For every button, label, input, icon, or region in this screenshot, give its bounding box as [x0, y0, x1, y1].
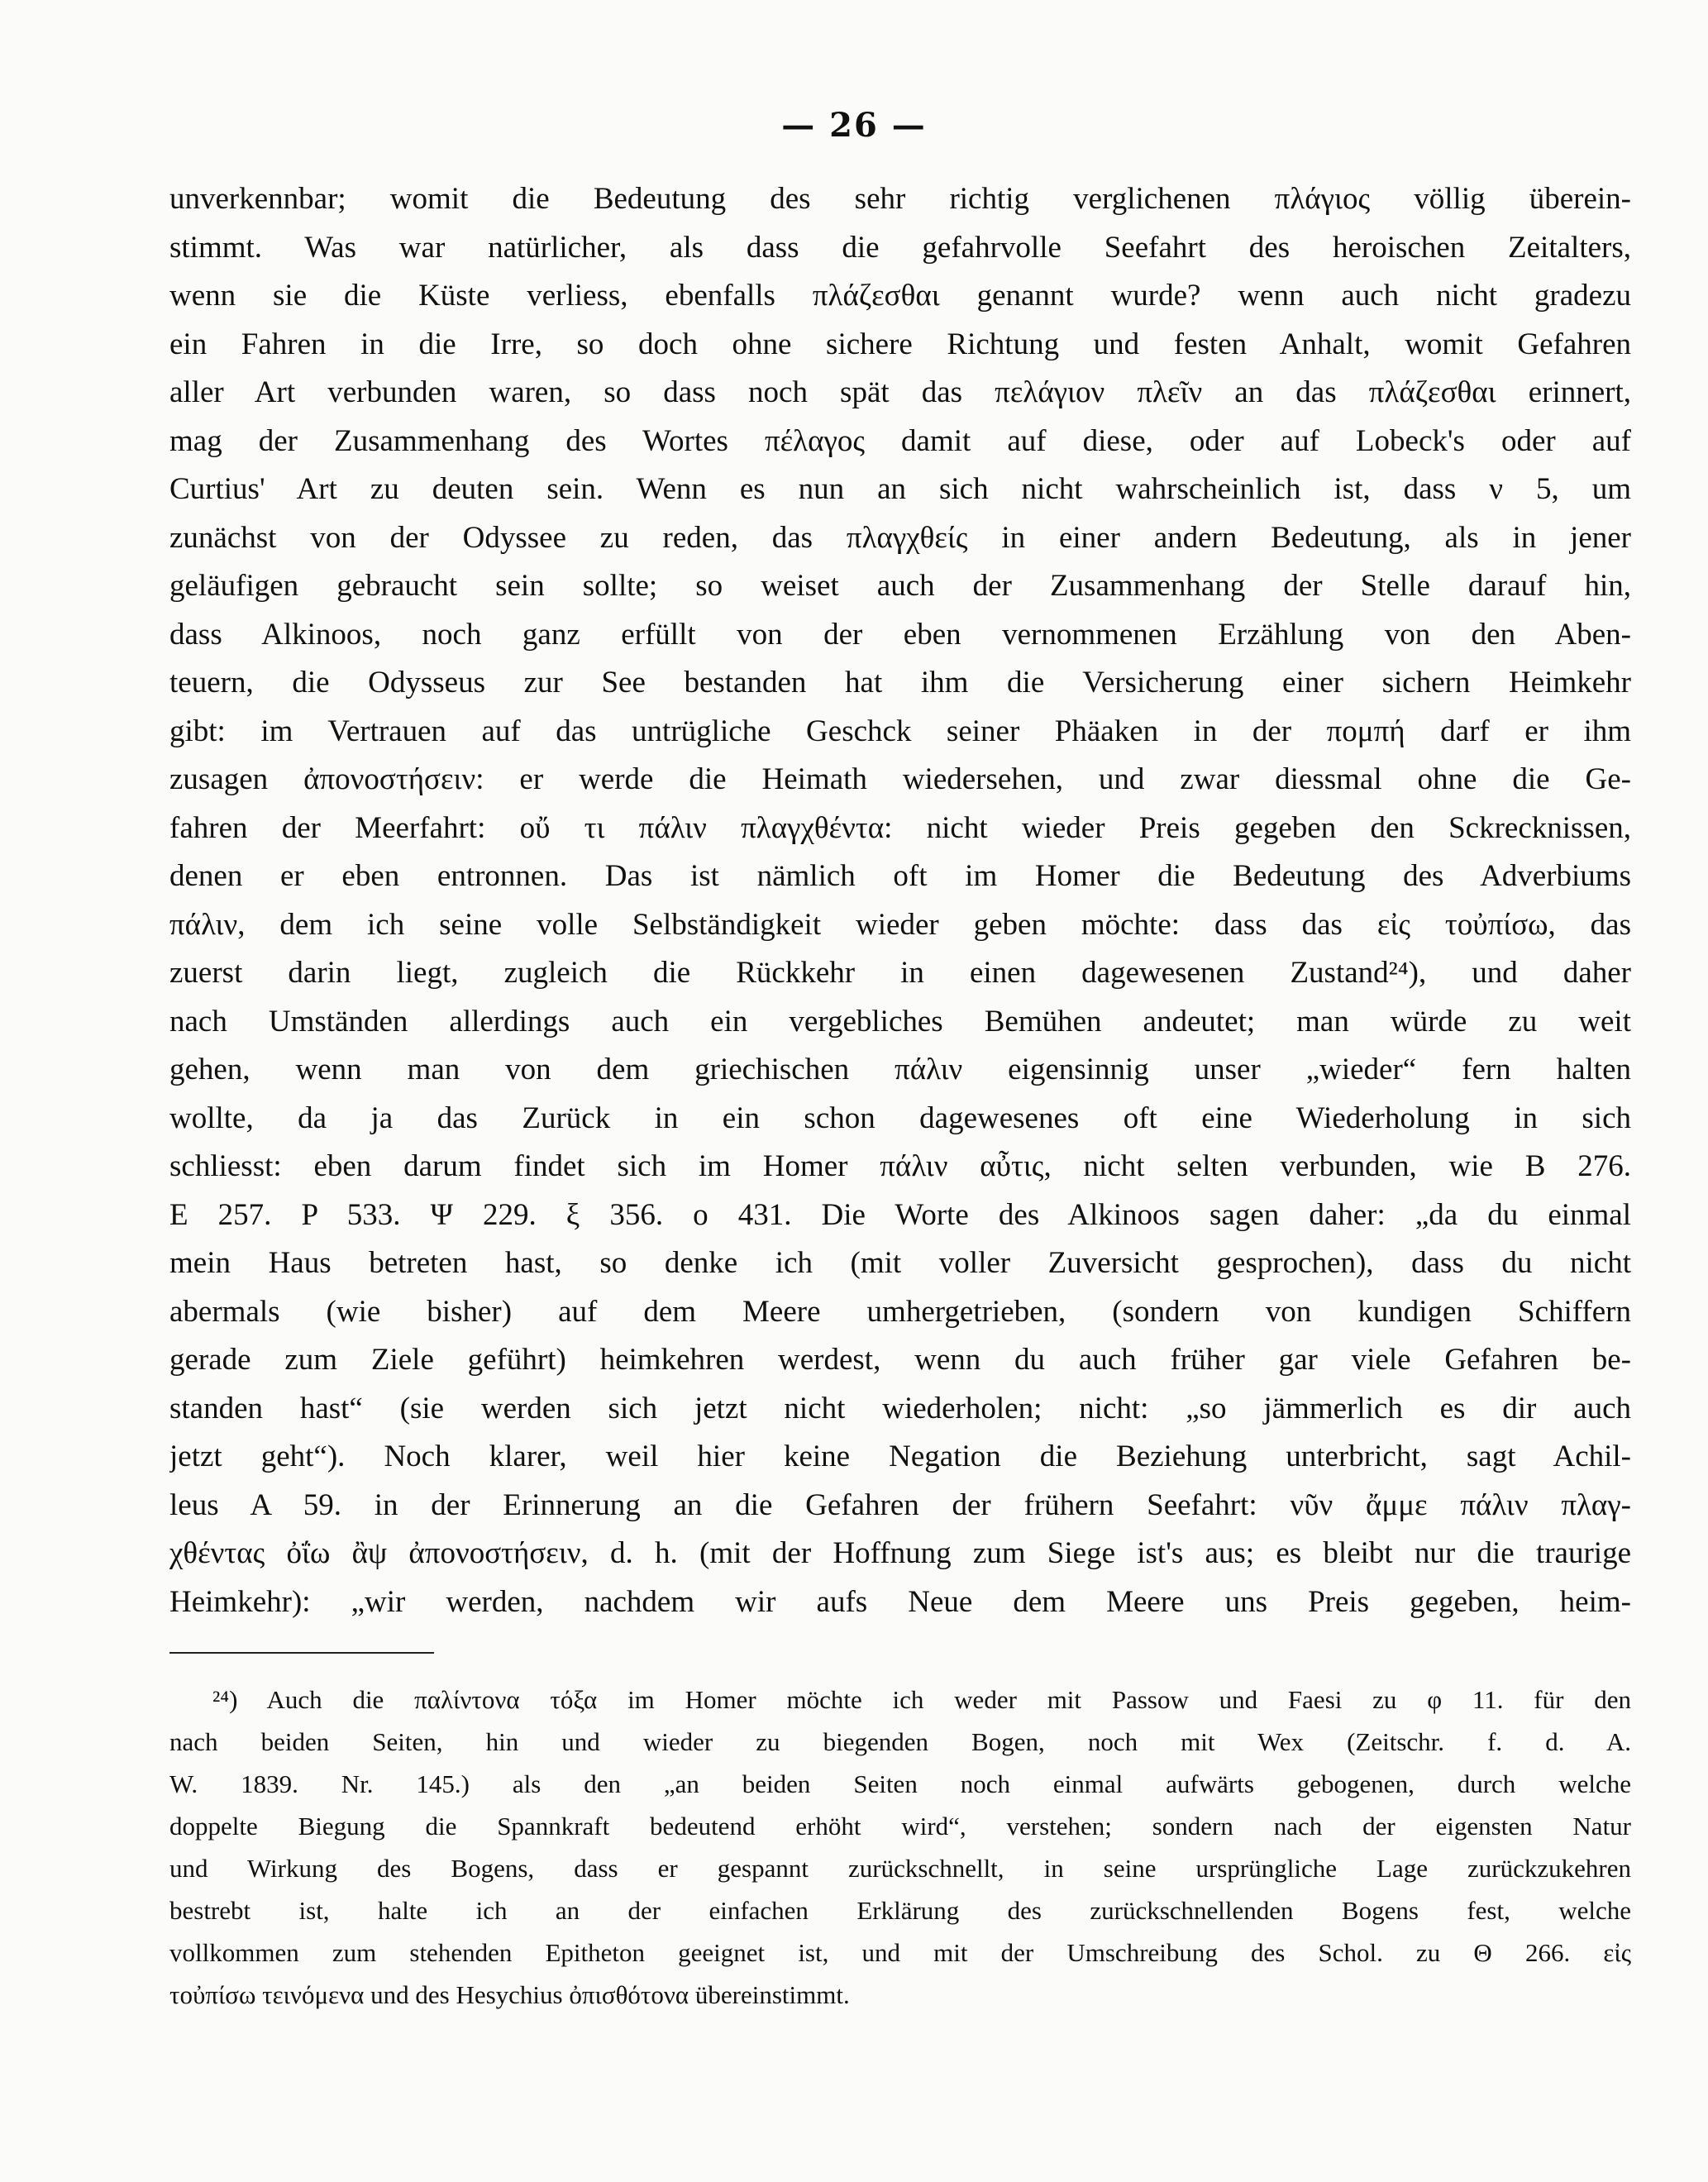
- body-line: χθέντας ὀΐω ἂψ ἀπονοστήσειν, d. h. (mit der Hoffnung zum Siege ist's aus; es bleibt nur die traurige: [169, 1536, 1631, 1570]
- body-line: zunächst von der Odyssee zu reden, das πλαγχθείς in einer andern Bedeutung, als in jener: [169, 520, 1631, 555]
- body-line: denen er eben entronnen. Das ist nämlich oft im Homer die Bedeutung des Adverbiums: [169, 859, 1631, 893]
- footnote-line: bestrebt ist, halte ich an der einfachen Erklärung des zurückschnellenden Bogens fest, welche: [169, 1896, 1631, 1925]
- body-line: teuern, die Odysseus zur See bestanden hat ihm die Versicherung einer sichern Heimkehr: [169, 666, 1631, 699]
- body-line: Heimkehr): „wir werden, nachdem wir aufs Neue dem Meere uns Preis gegeben, heim-: [169, 1584, 1631, 1619]
- body-line: ein Fahren in die Irre, so doch ohne sichere Richtung und festen Anhalt, womit Gefahren: [169, 327, 1631, 361]
- body-line: zuerst darin liegt, zugleich die Rückkehr in einen dagewesenen Zustand²⁴), und daher: [169, 956, 1631, 990]
- footnote-line: ²⁴) Auch die παλίντονα τόξα im Homer möchte ich weder mit Passow und Faesi zu φ 11. für den: [212, 1685, 1631, 1714]
- body-line: gehen, wenn man von dem griechischen πάλιν eigensinnig unser „wieder“ fern halten: [169, 1053, 1631, 1086]
- footnote-block: [169, 1678, 1631, 2016]
- body-line: geläufigen gebraucht sein sollte; so weiset auch der Zusammenhang der Stelle darauf hin,: [169, 569, 1631, 603]
- footnote-line: W. 1839. Nr. 145.) als den „an beiden Seiten noch einmal aufwärts gebogenen, durch welche: [169, 1769, 1631, 1798]
- body-line: abermals (wie bisher) auf dem Meere umhergetrieben, (sondern von kundigen Schiffern: [169, 1294, 1631, 1329]
- body-line: aller Art verbunden waren, so dass noch spät das πελάγιον πλεῖν an das πλάζεσθαι erinnert,: [169, 375, 1631, 409]
- footnote-line: vollkommen zum stehenden Epitheton geeignet ist, und mit der Umschreibung des Schol. zu Θ 266. εἰς: [169, 1938, 1631, 1967]
- page-number: — 26 —: [781, 106, 927, 145]
- body-line: E 257. P 533. Ψ 229. ξ 356. ο 431. Die Worte des Alkinoos sagen daher: „da du einmal: [169, 1197, 1631, 1232]
- footnote-divider: [169, 1652, 434, 1654]
- body-line: mag der Zusammenhang des Wortes πέλαγος damit auf diese, oder auf Lobeck's oder auf: [169, 423, 1631, 458]
- body-line: gibt: im Vertrauen auf das untrügliche Geschck seiner Phäaken in der πομπή darf er ihm: [169, 714, 1631, 748]
- body-line: nach Umständen allerdings auch ein vergebliches Bemühen andeutet; man würde zu weit: [169, 1004, 1631, 1038]
- body-text: [169, 175, 1631, 1626]
- body-line: zusagen ἀπονοστήσειν: er werde die Heimath wiedersehen, und zwar diessmal ohne die Ge-: [169, 762, 1631, 796]
- footnote-line: und Wirkung des Bogens, dass er gespannt zurückschnellt, in seine ursprüngliche Lage zurückzukehren: [169, 1854, 1631, 1883]
- body-line: wollte, da ja das Zurück in ein schon dagewesenes oft eine Wiederholung in sich: [169, 1101, 1631, 1135]
- body-line: schliesst: eben darum findet sich im Homer πάλιν αὖτις, nicht selten verbunden, wie B 276.: [169, 1149, 1631, 1183]
- footnote-line: τοὐπίσω τεινόμενα und des Hesychius ὀπισθότονα übereinstimmt.: [169, 1980, 850, 2009]
- body-line: πάλιν, dem ich seine volle Selbständigkeit wieder geben möchte: dass das εἰς τοὐπίσω, das: [169, 907, 1631, 942]
- body-line: wenn sie die Küste verliess, ebenfalls πλάζεσθαι genannt wurde? wenn auch nicht gradezu: [169, 279, 1631, 313]
- body-line: gerade zum Ziele geführt) heimkehren werdest, wenn du auch früher gar viele Gefahren be-: [169, 1343, 1631, 1377]
- body-line: fahren der Meerfahrt: οὔ τι πάλιν πλαγχθέντα: nicht wieder Preis gegeben den Sckrecknissen,: [169, 810, 1631, 845]
- footnote-line: nach beiden Seiten, hin und wieder zu biegenden Bogen, noch mit Wex (Zeitschr. f. d. A.: [169, 1727, 1631, 1756]
- body-line: standen hast“ (sie werden sich jetzt nicht wiederholen; nicht: „so jämmerlich es dir auch: [169, 1391, 1631, 1425]
- footnote-line: doppelte Biegung die Spannkraft bedeutend erhöht wird“, verstehen; sondern nach der eigensten Natur: [169, 1812, 1631, 1841]
- body-line: unverkennbar; womit die Bedeutung des sehr richtig verglichenen πλάγιος völlig überein-: [169, 182, 1631, 216]
- body-line: dass Alkinoos, noch ganz erfüllt von der eben vernommenen Erzählung von den Aben-: [169, 617, 1631, 652]
- body-line: Curtius' Art zu deuten sein. Wenn es nun an sich nicht wahrscheinlich ist, dass ν 5, um: [169, 472, 1631, 506]
- body-line: jetzt geht“). Noch klarer, weil hier keine Negation die Beziehung unterbricht, sagt Achil-: [169, 1440, 1631, 1473]
- body-line: mein Haus betreten hast, so denke ich (mit voller Zuversicht gesprochen), dass du nicht: [169, 1246, 1631, 1280]
- body-line: stimmt. Was war natürlicher, als dass die gefahrvolle Seefahrt des heroischen Zeitalters,: [169, 230, 1631, 265]
- body-line: leus A 59. in der Erinnerung an die Gefahren der frühern Seefahrt: νῦν ἄμμε πάλιν πλαγ-: [169, 1487, 1631, 1522]
